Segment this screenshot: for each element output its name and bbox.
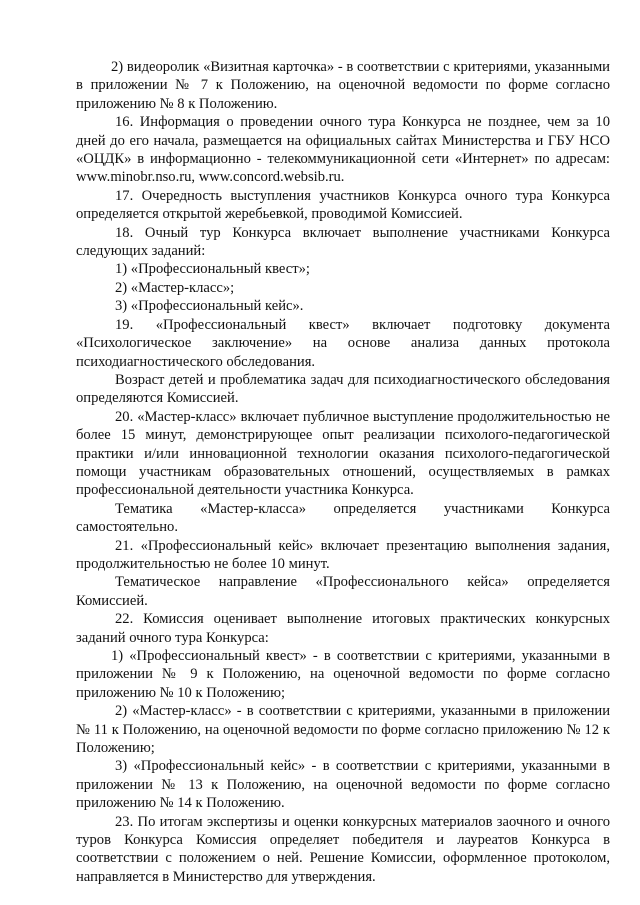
paragraph-18-tasks: 18. Очный тур Конкурса включает выполнение участниками Конкурса следующих заданий:: [76, 224, 610, 260]
document-page: [76, 58, 610, 886]
list-item-case: 3) «Профессиональный кейс».: [115, 298, 304, 315]
paragraph-video-card: 2) видеоролик «Визитная карточка» - в соответствии с критериями, указанными в приложении № 7 к Положению, на оценочной ведомости по форме согласно приложению № 8 к Положению.: [76, 59, 610, 112]
paragraph-19-quest: 19. «Профессиональный квест» включает подготовку документа «Психологическое заключение» на основе анализа данных протокола психодиагностического обследования.: [76, 316, 610, 370]
paragraph-21-direction: Тематическое направление «Профессионального кейса» определяется Комиссией.: [76, 574, 610, 609]
list-item-quest: 1) «Профессиональный квест»;: [115, 261, 310, 278]
list-item-master-class: 2) «Мастер-класс»;: [115, 279, 235, 296]
paragraph-23-results: 23. По итогам экспертизы и оценки конкурсных материалов заочного и очного туров Конкурса Комиссия определяет победителя и лауреатов Конкурса в соответствии с положением о ней. Решение Комиссии, оформленное протоколом, направляется в Министерство для утверждения.: [76, 813, 610, 885]
paragraph-16-info-publication: 16. Информация о проведении очного тура Конкурса не позднее, чем за 10 дней до его начала, размещается на официальных сайтах Министерства и ГБУ НСО «ОЦДК» в информационно - телекоммуникационной сети «Интернет» по адресам: www.minobr.nso.ru, www.concord.websib.ru.: [76, 114, 610, 186]
paragraph-22-evaluation: 22. Комиссия оценивает выполнение итоговых практических конкурсных заданий очного тура Конкурса:: [76, 611, 610, 646]
paragraph-22-quest-criteria: 1) «Профессиональный квест» - в соответствии с критериями, указанными в приложении № 9 к Положению, на оценочной ведомости по форме согласно приложению № 10 к Положению;: [76, 648, 610, 701]
paragraph-20-master-class: 20. «Мастер-класс» включает публичное выступление продолжительностью не более 15 минут, демонстрирующее опыт реализации психолого-педагогической практики и/или инновационной технологии оказания психолого-педагогической помощи участникам образовательных отношений, осуществляемых в рамках профессиональной деятельности участника Конкурса.: [76, 408, 610, 499]
paragraph-17-order: 17. Очередность выступления участников Конкурса очного тура Конкурса определяется открытой жеребьевкой, проводимой Комиссией.: [76, 187, 610, 223]
paragraph-19-age: Возраст детей и проблематика задач для психодиагностического обследования определяются Комиссией.: [76, 371, 610, 407]
paragraph-22-case-criteria: 3) «Профессиональный кейс» - в соответствии с критериями, указанными в приложении № 13 к Положению, на оценочной ведомости по форме согласно приложению № 14 к Положению.: [76, 758, 610, 812]
paragraph-21-case: 21. «Профессиональный кейс» включает презентацию выполнения задания, продолжительностью не более 10 минут.: [76, 537, 610, 572]
paragraph-20-topic: Тематика «Мастер-класса» определяется участниками Конкурса самостоятельно.: [76, 500, 610, 536]
paragraph-22-master-class-criteria: 2) «Мастер-класс» - в соответствии с критериями, указанными в приложении № 11 к Положению, на оценочной ведомости по форме согласно приложению № 12 к Положению;: [76, 703, 610, 757]
